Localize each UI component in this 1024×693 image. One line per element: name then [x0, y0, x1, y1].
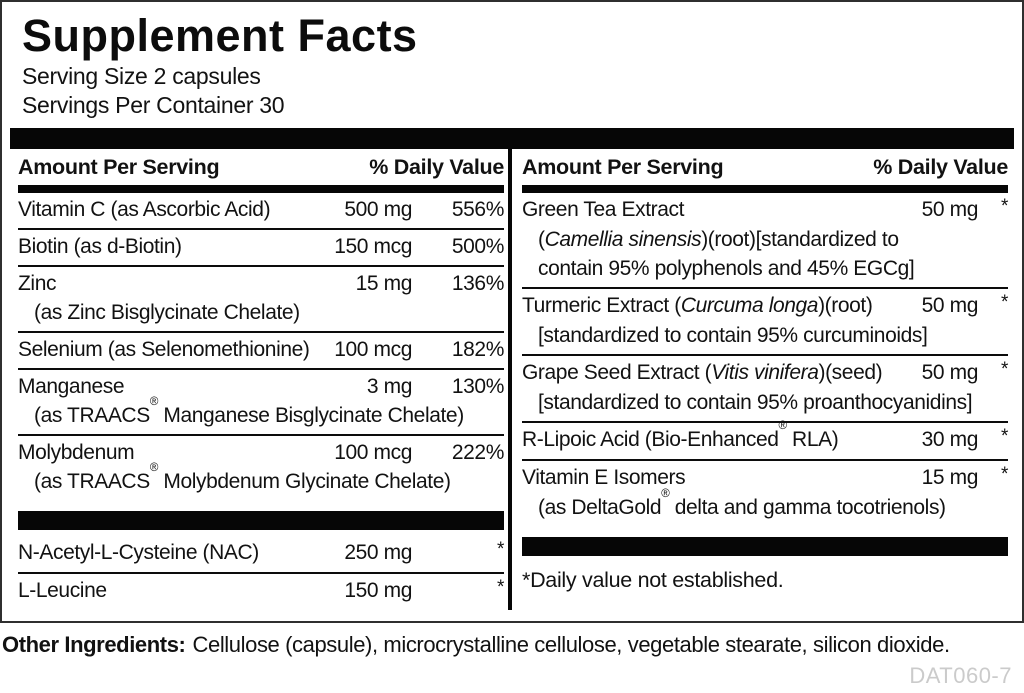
- ingredient-daily-value: 136%: [451, 272, 504, 295]
- ingredient-name-continuation: [standardized to contain 95% curcuminoids]: [538, 324, 928, 347]
- table-row-main-line: [18, 538, 504, 568]
- table-row-main-line: [522, 463, 1008, 493]
- ingredient-name: Green Tea Extract: [522, 198, 685, 221]
- ingredient-amount: 100 mcg: [334, 338, 412, 361]
- ingredient-name: Biotin (as d-Biotin): [18, 235, 182, 258]
- registered-trademark-symbol: ®: [149, 462, 158, 474]
- ingredient-name-continuation: (Camellia sinensis)(root)[standardized to: [538, 228, 899, 251]
- ingredient-daily-value: 222%: [451, 441, 504, 464]
- ingredient-daily-value: *: [1001, 426, 1008, 447]
- left-column-header: [18, 149, 504, 185]
- section-divider-bar: [522, 537, 1008, 556]
- table-row: [18, 230, 504, 267]
- table-row: [18, 436, 504, 500]
- ingredient-name: Vitamin E Isomers: [522, 466, 686, 489]
- ingredient-name-continuation: (as TRAACS® Molybdenum Glycinate Chelate): [34, 462, 451, 493]
- ingredient-amount: 100 mcg: [334, 441, 412, 464]
- table-row: [18, 370, 504, 436]
- amount-per-serving-header: Amount Per Serving: [18, 155, 220, 179]
- ingredient-amount: 150 mcg: [334, 235, 412, 258]
- table-row: [522, 289, 1008, 356]
- ingredient-name: Molybdenum: [18, 441, 135, 464]
- table-row-main-line: [18, 195, 504, 224]
- table-row-main-line: [18, 232, 504, 261]
- ingredient-amount: 50 mg: [921, 294, 978, 317]
- daily-value-header: % Daily Value: [369, 155, 504, 179]
- ingredient-amount: 15 mg: [355, 272, 412, 295]
- facts-left-column: [10, 149, 508, 610]
- product-code: DAT060-7: [909, 663, 1012, 688]
- ingredient-daily-value: 500%: [451, 235, 504, 258]
- ingredient-daily-value: *: [1001, 196, 1008, 217]
- amount-per-serving-header: Amount Per Serving: [522, 155, 724, 179]
- ingredient-daily-value: *: [497, 539, 504, 560]
- table-row-main-line: [18, 576, 504, 606]
- ingredient-name: N-Acetyl-L-Cysteine (NAC): [18, 541, 259, 564]
- ingredient-name: Grape Seed Extract (Vitis vinifera)(seed): [522, 361, 883, 384]
- ingredient-daily-value: 130%: [451, 375, 504, 398]
- daily-value-footnote: *Daily value not established.: [522, 568, 784, 592]
- other-ingredients: [2, 631, 1024, 659]
- table-row: [18, 536, 504, 574]
- ingredient-amount: 30 mg: [921, 428, 978, 451]
- table-row: [522, 193, 1008, 289]
- header-divider-bar: [522, 185, 1008, 193]
- ingredient-daily-value: 182%: [451, 338, 504, 361]
- latin-name: Curcuma longa: [680, 294, 819, 317]
- section-divider-bar: [18, 511, 504, 530]
- facts-table: [10, 149, 1014, 610]
- ingredient-name-continuation: contain 95% polyphenols and 45% EGCg]: [538, 257, 915, 280]
- ingredient-name: L-Leucine: [18, 579, 107, 602]
- ingredient-amount: 15 mg: [921, 466, 978, 489]
- ingredient-name-continuation: (as DeltaGold® delta and gamma tocotrienols): [538, 488, 946, 519]
- table-row: [18, 193, 504, 230]
- table-row: [18, 333, 504, 370]
- table-row-main-line: [18, 269, 504, 298]
- latin-name: Camellia sinensis: [544, 228, 702, 251]
- ingredient-name: R-Lipoic Acid (Bio-Enhanced® RLA): [522, 420, 839, 451]
- left-column-rows: [18, 193, 504, 610]
- ingredient-amount: 150 mg: [344, 579, 412, 602]
- registered-trademark-symbol: ®: [661, 488, 670, 500]
- other-ingredients-text: Cellulose (capsule), microcrystalline cellulose, vegetable stearate, silicon dioxide.: [192, 632, 950, 657]
- ingredient-amount: 50 mg: [921, 198, 978, 221]
- other-ingredients-label: Other Ingredients:: [2, 632, 186, 657]
- table-row-main-line: [18, 335, 504, 364]
- ingredient-amount: 3 mg: [366, 375, 412, 398]
- registered-trademark-symbol: ®: [149, 396, 158, 408]
- ingredient-amount: 500 mg: [344, 198, 412, 221]
- registered-trademark-symbol: ®: [778, 420, 787, 432]
- ingredient-name-continuation: (as TRAACS® Manganese Bisglycinate Chelate): [34, 396, 464, 427]
- table-row-main-line: [522, 291, 1008, 321]
- header-divider-bar: [18, 185, 504, 193]
- ingredient-name: Selenium (as Selenomethionine): [18, 338, 310, 361]
- ingredient-daily-value: *: [1001, 464, 1008, 485]
- table-row: [522, 420, 1008, 461]
- ingredient-amount: 50 mg: [921, 361, 978, 384]
- table-row: [522, 356, 1008, 423]
- ingredient-daily-value: *: [1001, 359, 1008, 380]
- table-row-main-line: [18, 438, 504, 467]
- ingredient-name: Manganese: [18, 375, 125, 398]
- ingredient-daily-value: 556%: [451, 198, 504, 221]
- ingredient-name: Zinc: [18, 272, 57, 295]
- ingredient-name: Vitamin C (as Ascorbic Acid): [18, 198, 271, 221]
- servings-per-container: Servings Per Container 30: [22, 92, 285, 118]
- top-divider-bar: [10, 128, 1014, 149]
- serving-size: Serving Size 2 capsules: [22, 63, 261, 89]
- table-row-main-line: [522, 358, 1008, 388]
- daily-value-header: % Daily Value: [873, 155, 1008, 179]
- latin-name: Vitis vinifera: [711, 361, 819, 384]
- ingredient-amount: 250 mg: [344, 541, 412, 564]
- right-column-rows: [522, 193, 1008, 597]
- table-row: [18, 267, 504, 333]
- right-column-header: [522, 149, 1008, 185]
- facts-right-column: [512, 149, 1014, 610]
- ingredient-daily-value: *: [497, 577, 504, 598]
- table-row-main-line: [522, 420, 1008, 455]
- ingredient-name: Turmeric Extract (Curcuma longa)(root): [522, 294, 873, 317]
- table-row: [18, 574, 504, 610]
- table-row: [522, 461, 1008, 526]
- table-row-main-line: [18, 372, 504, 401]
- ingredient-name-continuation: (as Zinc Bisglycinate Chelate): [34, 301, 300, 324]
- panel-title: Supplement Facts: [22, 10, 418, 61]
- table-row-main-line: [522, 195, 1008, 225]
- ingredient-daily-value: *: [1001, 292, 1008, 313]
- ingredient-name-continuation: [standardized to contain 95% proanthocyanidins]: [538, 391, 973, 414]
